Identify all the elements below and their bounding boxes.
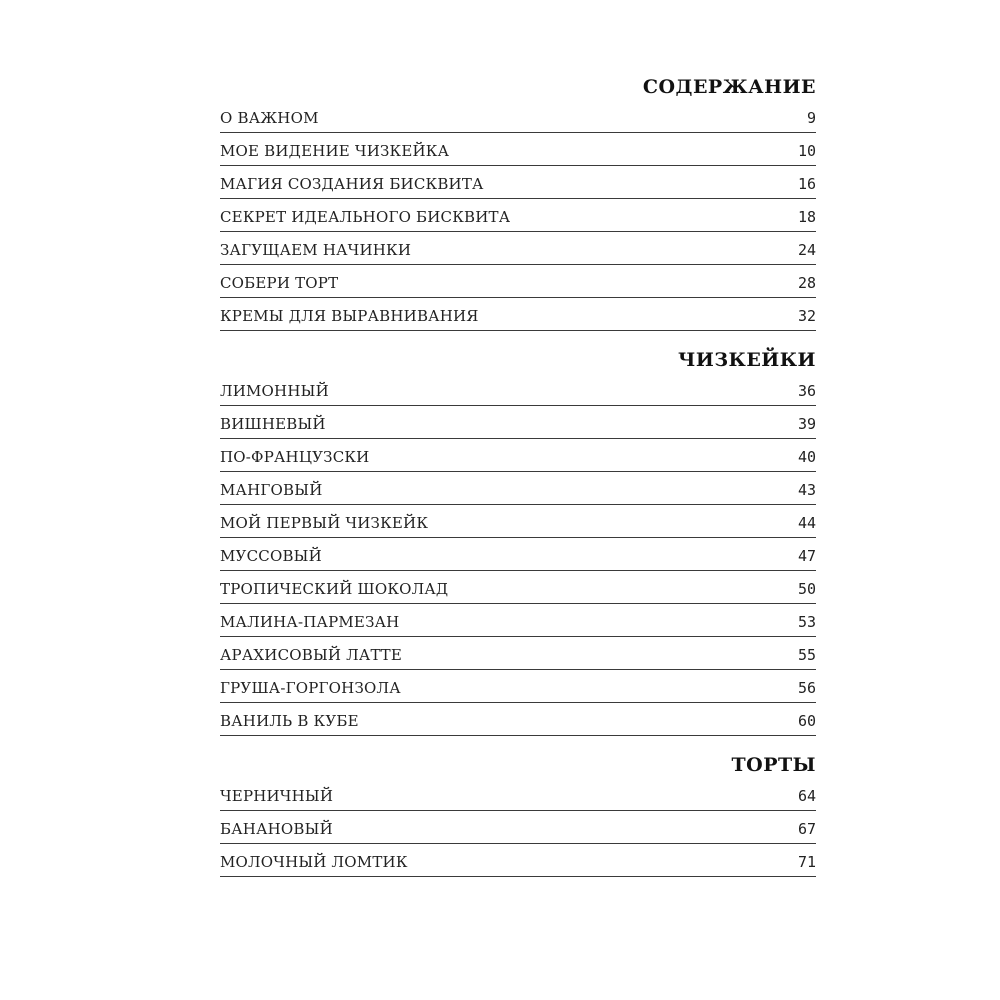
entry-title: О ВАЖНОМ (220, 108, 319, 127)
entry-page-number: 10 (797, 141, 816, 160)
toc-entry[interactable] (220, 844, 816, 877)
entry-page-number: 32 (797, 306, 816, 325)
section-list-cakes (220, 778, 816, 877)
entry-page-number: 9 (806, 108, 816, 127)
entry-title: АРАХИСОВЫЙ ЛАТТЕ (220, 645, 403, 664)
entry-page-number: 60 (797, 711, 816, 730)
toc-entry[interactable] (220, 298, 816, 331)
toc-entry[interactable] (220, 604, 816, 637)
toc-entry[interactable] (220, 232, 816, 265)
toc-entry[interactable] (220, 505, 816, 538)
toc-entry[interactable] (220, 811, 816, 844)
toc-entry[interactable] (220, 166, 816, 199)
entry-page-number: 50 (797, 579, 816, 598)
toc-entry[interactable] (220, 199, 816, 232)
entry-title: ТРОПИЧЕСКИЙ ШОКОЛАД (220, 579, 449, 598)
entry-title: ЛИМОННЫЙ (220, 381, 329, 400)
entry-page-number: 56 (797, 678, 816, 697)
entry-page-number: 39 (797, 414, 816, 433)
entry-page-number: 16 (797, 174, 816, 193)
entry-page-number: 24 (797, 240, 816, 259)
toc-entry[interactable] (220, 637, 816, 670)
toc-entry[interactable] (220, 472, 816, 505)
entry-title: МАНГОВЫЙ (220, 480, 323, 499)
entry-title: СЕКРЕТ ИДЕАЛЬНОГО БИСКВИТА (220, 207, 511, 226)
entry-page-number: 53 (797, 612, 816, 631)
toc-entry[interactable] (220, 373, 816, 406)
section-title-cheesecakes: ЧИЗКЕЙКИ (678, 349, 816, 371)
section-list-contents (220, 100, 816, 331)
toc-entry[interactable] (220, 133, 816, 166)
entry-title: ГРУША-ГОРГОНЗОЛА (220, 678, 401, 697)
entry-title: МОЙ ПЕРВЫЙ ЧИЗКЕЙК (220, 513, 429, 532)
entry-title: ВАНИЛЬ В КУБЕ (220, 711, 359, 730)
toc-entry[interactable] (220, 571, 816, 604)
entry-page-number: 71 (797, 852, 816, 871)
entry-page-number: 36 (797, 381, 816, 400)
entry-title: КРЕМЫ ДЛЯ ВЫРАВНИВАНИЯ (220, 306, 479, 325)
section-title-cakes: ТОРТЫ (731, 754, 816, 776)
entry-title: БАНАНОВЫЙ (220, 819, 333, 838)
entry-page-number: 44 (797, 513, 816, 532)
toc-entry[interactable] (220, 538, 816, 571)
table-of-contents (220, 74, 816, 877)
entry-title: ЗАГУЩАЕМ НАЧИНКИ (220, 240, 412, 259)
toc-entry[interactable] (220, 439, 816, 472)
entry-page-number: 18 (797, 207, 816, 226)
entry-title: МАЛИНА-ПАРМЕЗАН (220, 612, 400, 631)
entry-title: ВИШНЕВЫЙ (220, 414, 326, 433)
entry-page-number: 55 (797, 645, 816, 664)
entry-title: МОЕ ВИДЕНИЕ ЧИЗКЕЙКА (220, 141, 450, 160)
toc-entry[interactable] (220, 265, 816, 298)
section-title-contents: СОДЕРЖАНИЕ (642, 76, 816, 98)
toc-entry[interactable] (220, 406, 816, 439)
entry-title: СОБЕРИ ТОРТ (220, 273, 339, 292)
toc-entry[interactable] (220, 703, 816, 736)
entry-title: МОЛОЧНЫЙ ЛОМТИК (220, 852, 408, 871)
entry-title: МУССОВЫЙ (220, 546, 322, 565)
entry-page-number: 40 (797, 447, 816, 466)
entry-title: ЧЕРНИЧНЫЙ (220, 786, 334, 805)
toc-entry[interactable] (220, 100, 816, 133)
entry-page-number: 67 (797, 819, 816, 838)
entry-page-number: 47 (797, 546, 816, 565)
entry-page-number: 64 (797, 786, 816, 805)
toc-entry[interactable] (220, 778, 816, 811)
entry-page-number: 43 (797, 480, 816, 499)
toc-entry[interactable] (220, 670, 816, 703)
entry-title: МАГИЯ СОЗДАНИЯ БИСКВИТА (220, 174, 484, 193)
section-list-cheesecakes (220, 373, 816, 736)
entry-page-number: 28 (797, 273, 816, 292)
entry-title: ПО-ФРАНЦУЗСКИ (220, 447, 370, 466)
